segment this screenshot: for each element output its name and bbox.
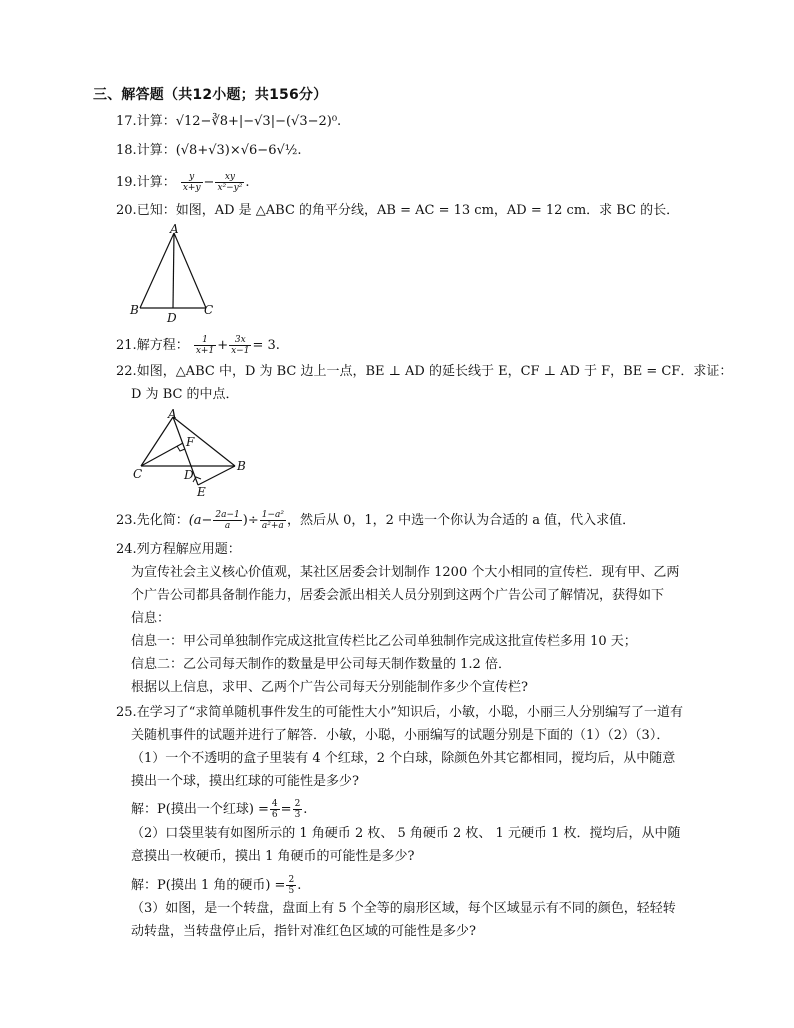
q22-label-b: B	[237, 459, 246, 473]
q20-number: 20.	[116, 203, 137, 218]
question-19: 19.计算： $\frac{y}{x+y}$ − $\frac{xy}{\text{x²−y²}}$ .	[116, 172, 250, 193]
question-17	[116, 113, 341, 131]
q25-line-2: 关随机事件的试题并进行了解答．小敏，小聪，小丽编写的试题分别是下面的（1）（2）（3）．	[131, 728, 670, 743]
q23-lead: 先化简：	[136, 513, 189, 528]
q21-lead: 解方程：	[136, 338, 189, 353]
q23-fraction-2: $\frac{\text{1−a²}}{\text{a²+a}}$	[261, 510, 284, 531]
q23-fraction-1: $\frac{2a-1}{a}$	[215, 510, 240, 531]
q20-text: 已知：如图，AD 是 △ABC 的角平分线，AB = AC = 13 cm，AD = 12 cm．求 BC 的长．	[136, 203, 680, 218]
q25-s1-fraction-1: $\frac{4}{6}$	[271, 799, 278, 820]
q18-lead: 计算：	[136, 143, 176, 158]
q24-line-1: 为宣传社会主义核心价值观，某社区居委会计划制作 1200 个大小相同的宣传栏．现有甲、乙两	[131, 565, 680, 580]
q25-part2-line-1: （2）口袋里装有如图所示的 1 角硬币 2 枚、 5 角硬币 2 枚、 1 元硬币 1 枚．搅均后，从中随	[131, 826, 681, 841]
q22-line-2: D 为 BC 的中点．	[131, 387, 239, 402]
q24-line-6: 根据以上信息，求甲、乙两个广告公司每天分别能制作多少个宣传栏?	[131, 680, 528, 695]
q22-label-c: C	[133, 467, 143, 481]
q21-number: 21.	[116, 338, 137, 353]
question-22	[116, 363, 732, 381]
q22-label-f: F	[186, 435, 195, 449]
q25-part1-line-2: 摸出一个球，摸出红球的可能性是多少?	[131, 774, 359, 789]
q17-lead: 计算：	[136, 114, 176, 129]
q25-part3-line-1: （3）如图，是一个转盘，盘面上有 5 个全等的扇形区域，每个区域显示有不同的颜色，轻轻转	[131, 901, 676, 916]
q20-triangle-figure	[126, 224, 226, 326]
q25-solution-2: 解：P(摸出 1 角的硬币) = $\frac{2}{5}$ .	[131, 875, 302, 896]
q25-s1-fraction-2: $\frac{2}{3}$	[294, 799, 301, 820]
q19-number: 19.	[116, 175, 137, 190]
question-23: 23.先化简：(a− $\frac{2a-1}{a}$ )÷ $\frac{\text{1−a²}}{\text{a²+a}}$ ，然后从 0，1，2 中选一个你认为合适的 a 值，代入求值．	[116, 510, 636, 531]
q24-line-4: 信息一：甲公司单独制作完成这批宣传栏比乙公司单独制作完成这批宣传栏多用 10 天；	[131, 634, 637, 649]
q18-expression: (√8+√3)×√6−6√½.	[175, 143, 302, 158]
q22-label-d: D	[184, 468, 194, 482]
question-20	[116, 202, 679, 220]
question-21: 21.解方程： $\frac{1}{x+1}$ + $\frac{3x}{x-1}$ = 3.	[116, 335, 280, 356]
q24-line-5: 信息二：乙公司每天制作的数量是甲公司每天制作数量的 1.2 倍．	[131, 657, 511, 672]
q20-label-c: C	[204, 303, 214, 317]
q25-part2-line-2: 意摸出一枚硬币，摸出 1 角硬币的可能性是多少?	[131, 849, 415, 864]
q21-fraction-2: $\frac{3x}{x-1}$	[231, 335, 250, 356]
q25-number: 25.	[116, 705, 137, 720]
q19-fraction-1: $\frac{y}{x+y}$	[182, 172, 201, 193]
q22-number: 22.	[116, 364, 137, 379]
q17-expression: √12−∛8+|−√3|−(√3−2)⁰.	[175, 114, 342, 129]
question-24	[116, 541, 241, 559]
q25-part1-line-1: （1）一个不透明的盒子里装有 4 个红球，2 个白球，除颜色外其它都相同，搅均后，从中随意	[131, 751, 676, 766]
q20-label-d: D	[167, 311, 177, 325]
q24-line-3: 信息：	[131, 611, 171, 626]
q22-line-1: 如图，△ABC 中，D 为 BC 边上一点，BE ⊥ AD 的延长线于 E，CF ⊥ AD 于 F，BE = CF．求证：	[136, 364, 733, 379]
q17-number: 17.	[116, 114, 137, 129]
q22-label-a: A	[168, 407, 177, 421]
q24-title: 列方程解应用题：	[136, 542, 241, 557]
q25-line-1: 在学习了“求简单随机事件发生的可能性大小”知识后，小敏，小聪，小丽三人分别编写了一道有	[136, 705, 683, 720]
q21-fraction-1: $\frac{1}{x+1}$	[195, 335, 215, 356]
q24-line-2: 个广告公司都具备制作能力，居委会派出相关人员分别到这两个广告公司了解情况，获得如下	[131, 588, 665, 603]
q22-triangle-figure	[126, 406, 256, 498]
q25-s2-fraction: $\frac{2}{5}$	[288, 875, 295, 896]
q20-label-b: B	[130, 303, 139, 317]
q25-part3-line-2: 动转盘，当转盘停止后，指针对准红色区域的可能性是多少?	[131, 924, 476, 939]
q23-number: 23.	[116, 513, 137, 528]
q22-label-e: E	[197, 485, 206, 498]
q18-number: 18.	[116, 143, 137, 158]
q19-lead: 计算：	[136, 175, 176, 190]
question-18	[116, 142, 301, 160]
question-25	[116, 704, 683, 722]
q23-rest: ，然后从 0，1，2 中选一个你认为合适的 a 值，代入求值．	[287, 513, 636, 528]
q20-label-a: A	[170, 224, 179, 236]
q19-fraction-2: $\frac{xy}{\text{x²−y²}}$	[217, 172, 243, 193]
section-heading: 三、解答题（共12小题；共156分）	[93, 87, 328, 103]
q24-number: 24.	[116, 542, 137, 557]
q25-solution-1: 解：P(摸出一个红球) = $\frac{4}{6}$ = $\frac{2}{3}$ .	[131, 799, 308, 820]
